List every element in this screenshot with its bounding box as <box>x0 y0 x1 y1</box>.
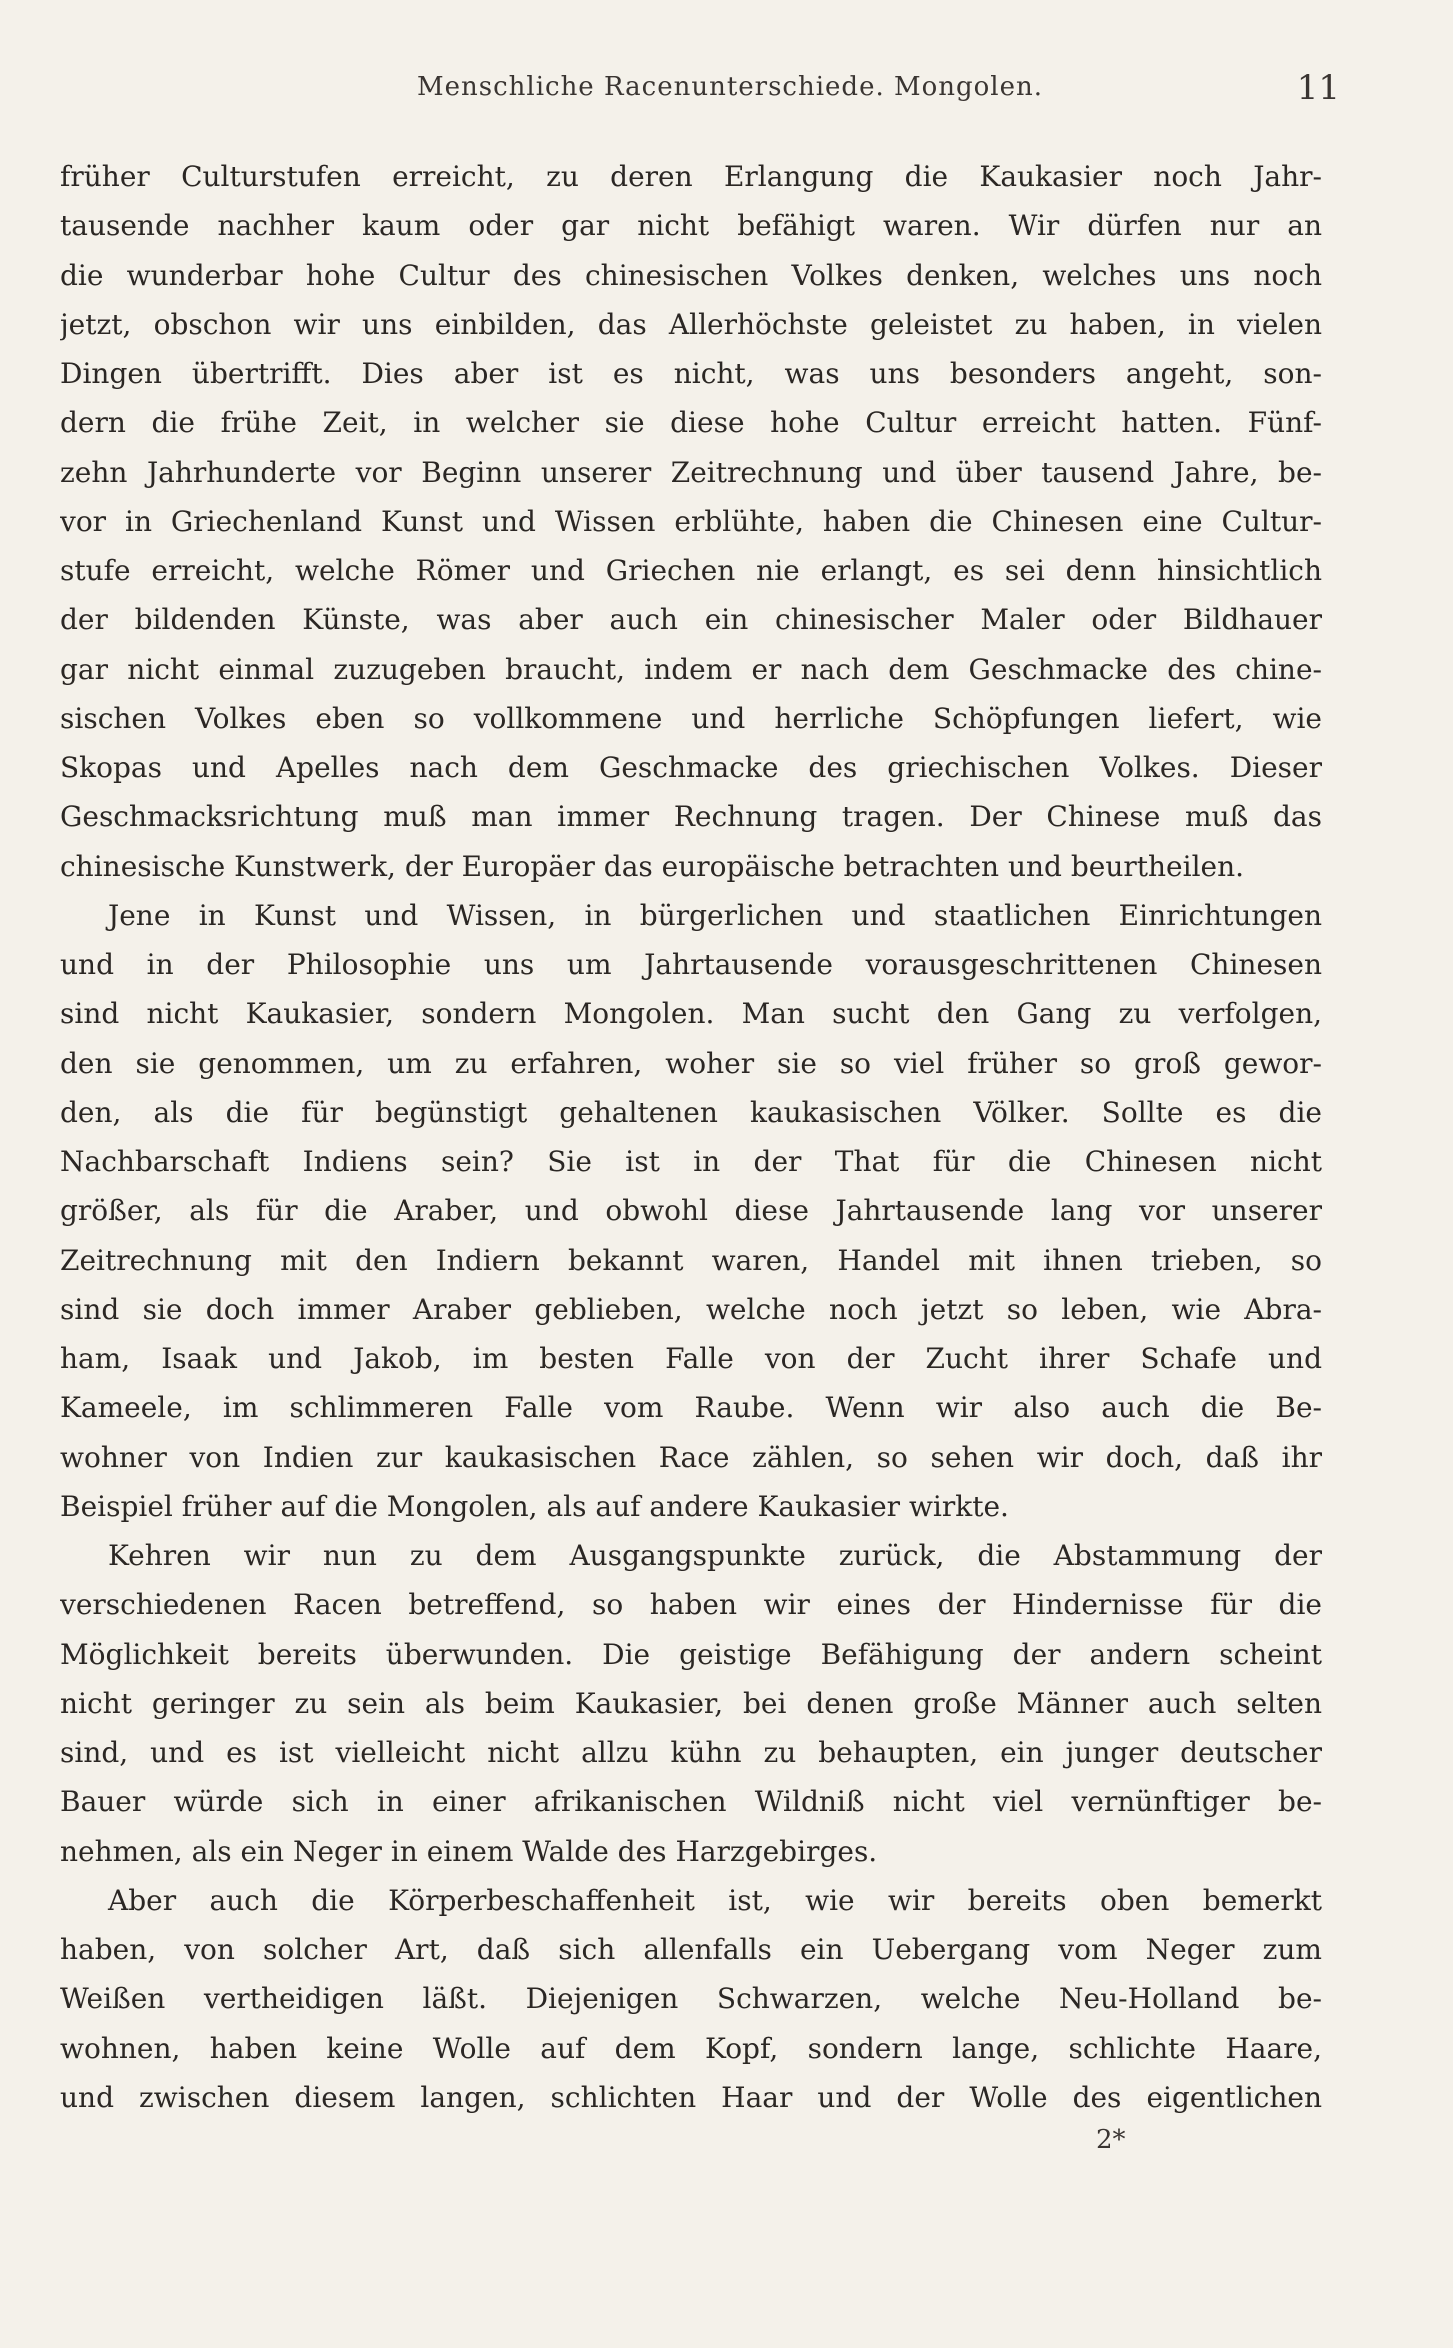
page-header <box>120 68 1340 124</box>
text-line: und zwischen diesem langen, schlichten Haar und der Wolle des eigentlichen <box>60 2080 1322 2114</box>
text-line: haben, von solcher Art, daß sich allenfalls ein Uebergang vom Neger zum <box>60 1933 1322 1966</box>
text-line: Kameele, im schlimmeren Falle vom Raube. Wenn wir also auch die Be- <box>60 1391 1322 1425</box>
text-line: Jene in Kunst und Wissen, in bürgerlichen und staatlichen Einrichtungen <box>108 898 1322 932</box>
text-line: der bildenden Künste, was aber auch ein chinesischer Maler oder Bildhauer <box>60 603 1322 637</box>
text-line: den sie genommen, um zu erfahren, woher sie so viel früher so groß gewor- <box>60 1046 1322 1080</box>
text-line: Bauer würde sich in einer afrikanischen Wildniß nicht viel vernünftiger be- <box>60 1785 1322 1819</box>
text-line: den, als die für begünstigt gehaltenen kaukasischen Völker. Sollte es die <box>60 1095 1322 1129</box>
text-line: gar nicht einmal zuzugeben braucht, indem er nach dem Geschmacke des chine- <box>60 652 1322 686</box>
signature-mark: 2* <box>1096 2125 1126 2155</box>
text-line: vor in Griechenland Kunst und Wissen erblühte, haben die Chinesen eine Cultur- <box>60 504 1322 538</box>
paragraph-2 <box>60 891 1322 1531</box>
text-line: wohnen, haben keine Wolle auf dem Kopf, sondern lange, schlichte Haare, <box>60 2031 1322 2065</box>
page-number: 11 <box>1296 68 1340 108</box>
text-line: Zeitrechnung mit den Indiern bekannt waren, Handel mit ihnen trieben, so <box>60 1243 1322 1277</box>
text-line: Dingen übertrifft. Dies aber ist es nicht, was uns besonders angeht, son- <box>60 357 1322 390</box>
text-line: nicht geringer zu sein als beim Kaukasier, bei denen große Männer auch selten <box>60 1686 1322 1720</box>
text-line: chinesische Kunstwerk, der Europäer das europäische betrachten und beurtheilen. <box>60 849 1245 883</box>
text-line: tausende nachher kaum oder gar nicht befähigt waren. Wir dürfen nur an <box>60 209 1322 243</box>
text-line: Aber auch die Körperbeschaffenheit ist, wie wir bereits oben bemerkt <box>108 1883 1322 1917</box>
body-text <box>60 152 1322 2122</box>
text-line: und in der Philosophie uns um Jahrtausende vorausgeschrittenen Chinesen <box>60 948 1322 981</box>
text-line: sind nicht Kaukasier, sondern Mongolen. Man sucht den Gang zu verfolgen, <box>60 997 1322 1031</box>
text-line: Weißen vertheidigen läßt. Diejenigen Schwarzen, welche Neu-Holland be- <box>60 1982 1322 2016</box>
text-line: sind, und es ist vielleicht nicht allzu kühn zu behaupten, ein junger deutscher <box>60 1736 1322 1769</box>
text-line: Geschmacksrichtung muß man immer Rechnung tragen. Der Chinese muß das <box>60 800 1322 834</box>
text-line: Nachbarschaft Indiens sein? Sie ist in der That für die Chinesen nicht <box>60 1145 1322 1178</box>
text-line: größer, als für die Araber, und obwohl diese Jahrtausende lang vor unserer <box>60 1194 1322 1228</box>
text-line: verschiedenen Racen betreffend, so haben wir eines der Hindernisse für die <box>60 1588 1322 1622</box>
text-line: nehmen, als ein Neger in einem Walde des Harzgebirges. <box>60 1834 878 1868</box>
text-line: zehn Jahrhunderte vor Beginn unserer Zeitrechnung und über tausend Jahre, be- <box>60 455 1322 489</box>
text-line: früher Culturstufen erreicht, zu deren Erlangung die Kaukasier noch Jahr- <box>60 160 1322 193</box>
text-line: stufe erreicht, welche Römer und Griechen nie erlangt, es sei denn hinsichtlich <box>60 554 1322 587</box>
running-title: Menschliche Racenunterschiede. Mongolen. <box>416 72 1044 102</box>
text-line: dern die frühe Zeit, in welcher sie diese hohe Cultur erreicht hatten. Fünf- <box>60 406 1322 440</box>
paragraph-4 <box>60 1876 1322 2122</box>
paragraph-3 <box>60 1531 1322 1876</box>
text-line: jetzt, obschon wir uns einbilden, das Allerhöchste geleistet zu haben, in vielen <box>60 307 1322 341</box>
text-line: wohner von Indien zur kaukasischen Race zählen, so sehen wir doch, daß ihr <box>60 1440 1322 1474</box>
text-line: Möglichkeit bereits überwunden. Die geistige Befähigung der andern scheint <box>60 1637 1322 1671</box>
text-line: Skopas und Apelles nach dem Geschmacke des griechischen Volkes. Dieser <box>60 751 1322 784</box>
paragraph-1 <box>60 152 1322 891</box>
text-line: sischen Volkes eben so vollkommene und herrliche Schöpfungen liefert, wie <box>60 701 1322 735</box>
text-line: die wunderbar hohe Cultur des chinesischen Volkes denken, welches uns noch <box>60 258 1322 292</box>
text-line: ham, Isaak und Jakob, im besten Falle von der Zucht ihrer Schafe und <box>60 1342 1322 1375</box>
text-line: sind sie doch immer Araber geblieben, welche noch jetzt so leben, wie Abra- <box>60 1292 1322 1326</box>
text-line: Kehren wir nun zu dem Ausgangspunkte zurück, die Abstammung der <box>108 1539 1322 1572</box>
text-line: Beispiel früher auf die Mongolen, als auf andere Kaukasier wirkte. <box>60 1489 1009 1523</box>
